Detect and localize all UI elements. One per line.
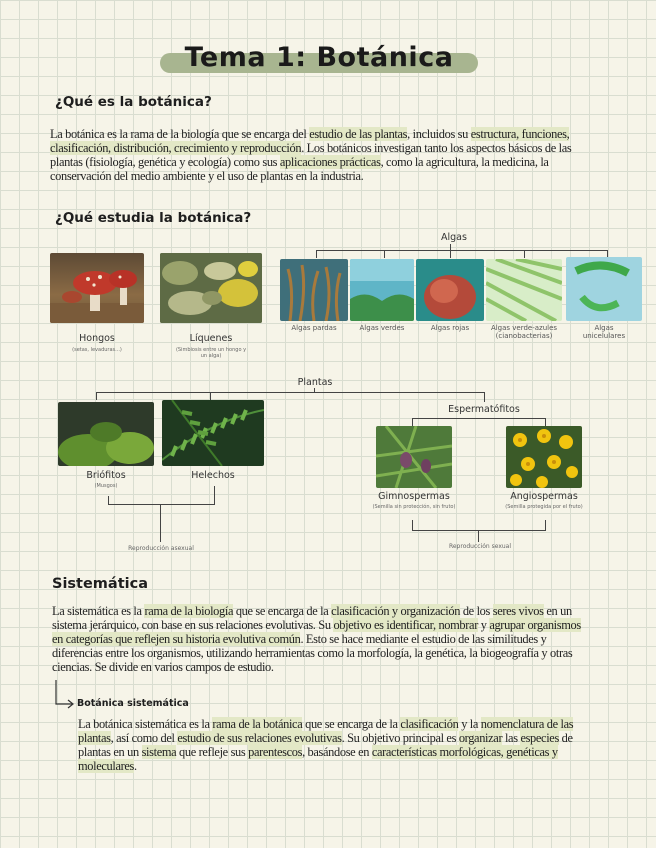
title-block bbox=[160, 42, 478, 76]
paragraph-sistematica: La sistemática es la rama de la biología que se encarga de la clasificación y organización de los seres vivos en un sistema jerárquico, con base en sus relaciones evolutivas. Su objetivo es identificar, nombrar y agrupar organismos en categorías que reflejen su historia evolutiva común. Esto se hace mediante el estudio de las similitudes y diferencias entre los organismos, utilizando herramientas como la morfología, la genética, la biogeografía y otras ciencias. Se divide en varios campos de estudio. bbox=[52, 604, 581, 674]
algas-bracket bbox=[316, 250, 608, 251]
repro-asexual-bracket bbox=[108, 504, 215, 505]
repro-sexual-stem bbox=[478, 530, 479, 542]
algas-verde-azules-image bbox=[486, 259, 562, 321]
algas-pardas-image bbox=[280, 259, 348, 321]
algas-verdes-label: Algas verdes bbox=[359, 324, 405, 332]
repro-sexual-bracket bbox=[412, 530, 546, 531]
algas-rojas-image bbox=[416, 259, 484, 321]
paragraph-que-es: La botánica es la rama de la biología que se encarga del estudio de las plantas, incluidos su estructura, funciones, clasificación, distribución, crecimiento y reproducción. Los botánicos investigan tanto los aspectos básicos de las plantas (fisiología, genética y ecología) como sus aplicaciones prácticas, como la agricultura, la medicina, la conservación del medio ambiente y el uso de plantas en la industria. bbox=[50, 127, 572, 183]
espermatofitos-bracket bbox=[412, 418, 546, 419]
algas-tick-3 bbox=[450, 244, 451, 258]
algas-unicelulares-image bbox=[566, 257, 642, 321]
briofitos-image bbox=[58, 402, 154, 466]
repro-asexual-tick-2 bbox=[214, 486, 215, 504]
hongos-label: Hongos bbox=[79, 333, 115, 344]
angiospermas-label: Angiospermas bbox=[510, 491, 578, 502]
helechos-label: Helechos bbox=[191, 470, 235, 481]
algas-rojas-label: Algas rojas bbox=[430, 324, 470, 332]
repro-sexual-tick-1 bbox=[412, 520, 413, 530]
section-heading-que-estudia: ¿Qué estudia la botánica? bbox=[55, 210, 252, 226]
page-title: Tema 1: Botánica bbox=[184, 42, 454, 73]
repro-asexual-stem bbox=[160, 504, 161, 542]
esperm-tick-2 bbox=[545, 418, 546, 426]
algas-pardas-label: Algas pardas bbox=[291, 324, 337, 332]
angiospermas-image bbox=[506, 426, 582, 488]
repro-sexual-label: Reproducción sexual bbox=[448, 543, 512, 550]
plantas-tick-1 bbox=[96, 392, 97, 400]
paragraph-botanica-sistematica: La botánica sistemática es la rama de la botánica que se encarga de la clasificación y la nomenclatura de las plantas, así como del estudio de sus relaciones evolutivas. Su objetivo principal es organizar las especies de plantas en un sistema que refleje sus parentescos, basándose en características morfológicas, genéticas y moleculares. bbox=[78, 717, 574, 773]
liquenes-label: Líquenes bbox=[189, 333, 233, 344]
plantas-bracket bbox=[96, 392, 484, 393]
gimnospermas-label: Gimnospermas bbox=[378, 491, 450, 502]
esperm-tick-1 bbox=[412, 418, 413, 426]
section-heading-botanica-sistematica: Botánica sistemática bbox=[77, 698, 189, 709]
algas-verde-azules-label: Algas verde-azules (cianobacterias) bbox=[490, 324, 558, 340]
plantas-tick-3 bbox=[484, 392, 485, 402]
algas-unicelulares-label: Algas unicelulares bbox=[582, 324, 626, 340]
section-heading-que-es: ¿Qué es la botánica? bbox=[55, 94, 212, 110]
hongos-image bbox=[50, 253, 144, 323]
helechos-image bbox=[162, 400, 264, 466]
section-heading-sistematica: Sistemática bbox=[52, 576, 148, 592]
liquenes-note: (Simbiosis entre un hongo y un alga) bbox=[175, 347, 247, 359]
algas-tick-4 bbox=[524, 250, 525, 258]
liquenes-image bbox=[160, 253, 262, 323]
plantas-tick-2 bbox=[210, 392, 211, 400]
algas-tick-2 bbox=[384, 250, 385, 258]
algas-verdes-image bbox=[350, 259, 414, 321]
repro-asexual-label: Reproducción asexual bbox=[128, 545, 194, 552]
algas-tick-1 bbox=[316, 250, 317, 258]
hongos-note: (setas, levaduras...) bbox=[72, 347, 122, 353]
briofitos-note: (Musgos) bbox=[94, 483, 118, 489]
angiospermas-note: (Semilla protegida por el fruto) bbox=[505, 504, 583, 510]
plantas-label: Plantas bbox=[297, 377, 333, 388]
algas-label: Algas bbox=[441, 232, 467, 243]
gimnospermas-note: (Semilla sin protección, sin fruto) bbox=[372, 504, 456, 510]
repro-asexual-tick-1 bbox=[108, 496, 109, 504]
arrow-icon bbox=[54, 680, 76, 710]
repro-sexual-tick-2 bbox=[545, 520, 546, 530]
gimnospermas-image bbox=[376, 426, 452, 488]
espermatofitos-label: Espermatófitos bbox=[448, 404, 520, 415]
briofitos-label: Briófitos bbox=[86, 470, 126, 481]
